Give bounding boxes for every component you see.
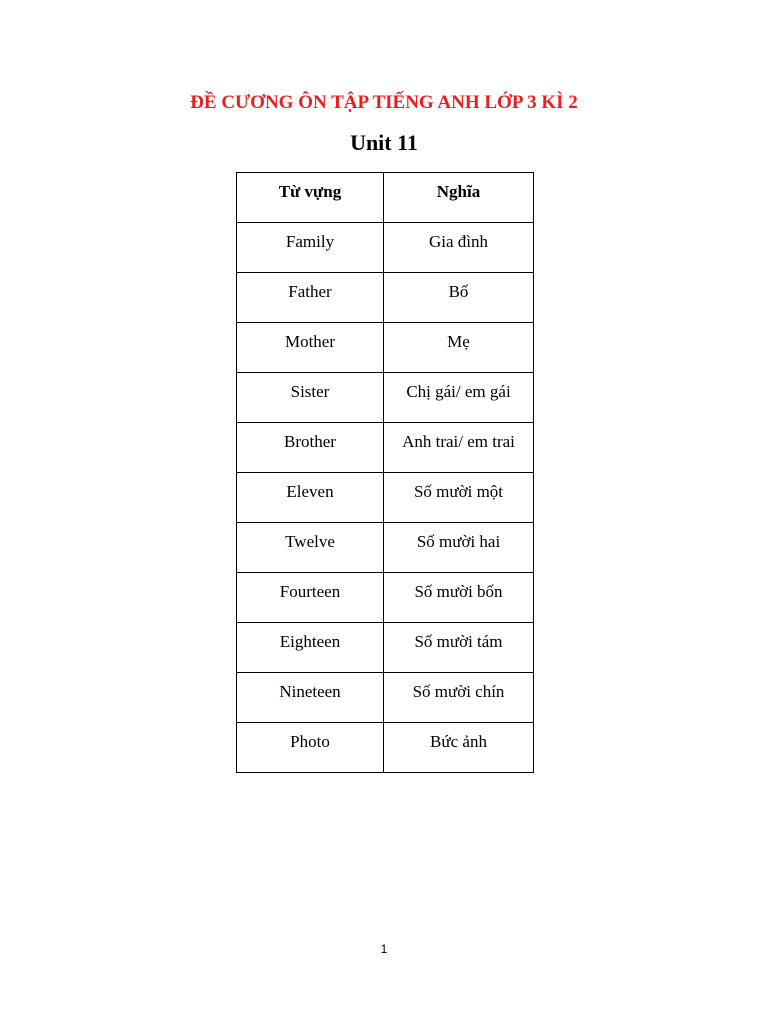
vocabulary-table — [236, 172, 534, 773]
meaning-cell: Bố — [384, 273, 534, 323]
word-cell: Mother — [237, 323, 384, 373]
page-number: 1 — [380, 942, 388, 956]
meaning-cell: Gia đình — [384, 223, 534, 273]
table-row — [237, 373, 534, 423]
table-row — [237, 223, 534, 273]
word-cell: Photo — [237, 723, 384, 773]
word-cell: Sister — [237, 373, 384, 423]
word-cell: Eleven — [237, 473, 384, 523]
word-cell: Eighteen — [237, 623, 384, 673]
table-row — [237, 323, 534, 373]
meaning-cell: Mẹ — [384, 323, 534, 373]
word-cell: Brother — [237, 423, 384, 473]
meaning-cell: Chị gái/ em gái — [384, 373, 534, 423]
meaning-cell: Số mười bốn — [384, 573, 534, 623]
meaning-cell: Anh trai/ em trai — [384, 423, 534, 473]
table-row — [237, 623, 534, 673]
word-cell: Nineteen — [237, 673, 384, 723]
meaning-cell: Số mười một — [384, 473, 534, 523]
unit-title: Unit 11 — [350, 130, 418, 155]
header-meaning: Nghĩa — [384, 173, 534, 223]
word-cell: Family — [237, 223, 384, 273]
header-vocabulary: Từ vựng — [237, 173, 384, 223]
table-row — [237, 423, 534, 473]
meaning-cell: Bức ảnh — [384, 723, 534, 773]
meaning-cell: Số mười chín — [384, 673, 534, 723]
table-row — [237, 273, 534, 323]
meaning-cell: Số mười tám — [384, 623, 534, 673]
table-header-row — [237, 173, 534, 223]
table-row — [237, 673, 534, 723]
meaning-cell: Số mười hai — [384, 523, 534, 573]
table-row — [237, 573, 534, 623]
document-title: ĐỀ CƯƠNG ÔN TẬP TIẾNG ANH LỚP 3 KÌ 2 — [190, 92, 578, 113]
word-cell: Father — [237, 273, 384, 323]
table-row — [237, 523, 534, 573]
table-row — [237, 723, 534, 773]
table-row — [237, 473, 534, 523]
word-cell: Twelve — [237, 523, 384, 573]
word-cell: Fourteen — [237, 573, 384, 623]
